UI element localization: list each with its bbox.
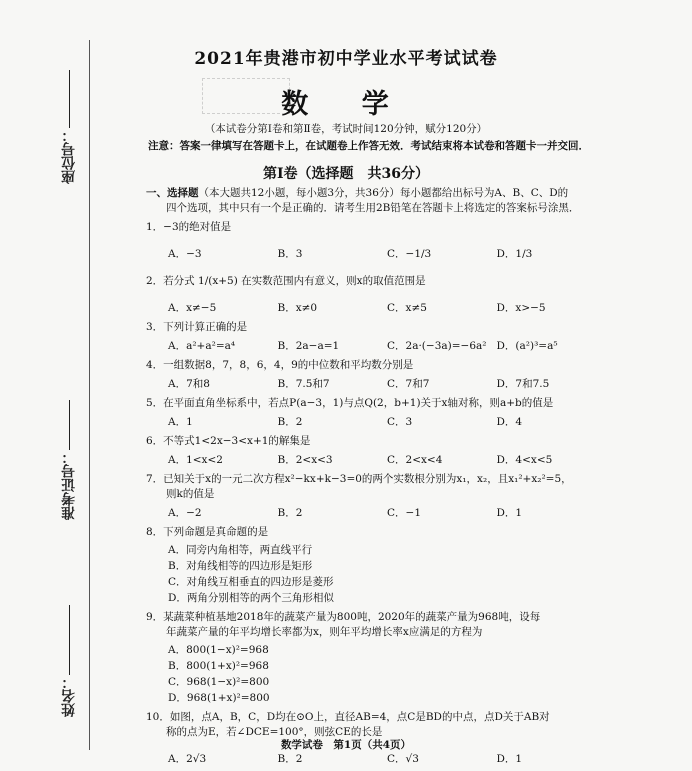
option-c: C．−1/3 (387, 248, 432, 260)
seat-label: 座位号： (61, 128, 77, 184)
part-heading: 第Ⅰ卷（选择题 共36分） (262, 166, 430, 182)
page-footer: 数学试卷 第1页（共4页） (280, 739, 412, 751)
option-row (146, 301, 606, 316)
option-b: B．2<x<3 (277, 454, 333, 466)
question-stem: 7．已知关于x的一元二次方程x²−kx+k−3=0的两个实数根分别为x₁，x₂，且x₁²+x₂²=5， (146, 473, 572, 485)
option-d: D．x>−5 (496, 302, 546, 314)
option-row (146, 377, 606, 392)
question-stem-cont: 年蔬菜产量的年平均增长率都为x，则年平均增长率x应满足的方程为 (166, 626, 483, 638)
option-b: B．对角线相等的四边形是矩形 (168, 560, 313, 572)
section-heading: 一、选择题 (146, 187, 199, 199)
option-grid (146, 642, 606, 706)
option-a: A．−3 (168, 248, 202, 260)
question-stem: 1．−3的绝对值是 (146, 221, 232, 233)
option-b: B．2 (277, 507, 303, 519)
option-d: D．4 (496, 416, 523, 428)
option-c: C．−1 (387, 507, 422, 519)
option-c: C．968(1−x)²=800 (168, 676, 270, 688)
option-b: B．2 (277, 753, 303, 765)
option-row (146, 752, 606, 767)
question-9 (146, 610, 606, 706)
option-b: B．3 (277, 248, 303, 260)
option-b: B．2 (277, 416, 303, 428)
ticket-label: 准考证号： (61, 450, 77, 520)
option-c: C．2<x<4 (387, 454, 443, 466)
option-c: C．2a·(−3a)=−6a² (387, 340, 487, 352)
name-label: 姓名： (61, 675, 77, 717)
option-c: C．3 (387, 416, 413, 428)
question-body (146, 186, 606, 767)
option-b: B．7.5和7 (277, 378, 330, 390)
question-7 (146, 472, 606, 521)
option-d: D．4<x<5 (496, 454, 553, 466)
question-stem-cont: 称的点为E，若∠DCE=100°，则弦CE的长是 (166, 726, 383, 738)
question-5 (146, 396, 606, 430)
question-2 (146, 274, 606, 316)
option-d: D．1/3 (496, 248, 533, 260)
option-c: C．对角线互相垂直的四边形是菱形 (168, 576, 334, 588)
option-a: A．同旁内角相等，两直线平行 (168, 544, 313, 556)
option-a: A．2√3 (168, 753, 207, 765)
question-stem: 3．下列计算正确的是 (146, 321, 248, 333)
option-b: B．800(1+x)²=968 (168, 660, 269, 672)
ticket-field (54, 400, 84, 520)
question-stem-cont: 则k的值是 (166, 488, 215, 500)
exam-title: 2021年贵港市初中学业水平考试试卷 (194, 49, 498, 69)
question-stem: 4．一组数据8，7，8，6，4，9的中位数和平均数分别是 (146, 359, 414, 371)
option-a: A．x≠−5 (168, 302, 217, 314)
question-stem: 6．不等式1<2x−3<x+1的解集是 (146, 435, 311, 447)
option-d: D．1 (496, 753, 523, 765)
ticket-underline (69, 400, 70, 450)
option-grid (146, 542, 606, 606)
exam-note: （本试卷分第Ⅰ卷和第Ⅱ卷，考试时间120分钟，赋分120分） (204, 123, 488, 135)
option-c: C．√3 (387, 753, 419, 765)
option-row (146, 247, 606, 262)
option-a: A．−2 (168, 507, 202, 519)
option-a: A．7和8 (168, 378, 210, 390)
option-row (146, 415, 606, 430)
option-d: D．两角分别相等的两个三角形相似 (168, 592, 334, 604)
option-row (146, 506, 606, 521)
question-4 (146, 358, 606, 392)
option-row (146, 339, 606, 354)
option-d: D．1 (496, 507, 523, 519)
question-stem: 5．在平面直角坐标系中，若点P(a−3，1)与点Q(2，b+1)关于x轴对称，则a+b的值是 (146, 397, 554, 409)
question-stem: 2．若分式 1/(x+5) 在实数范围内有意义，则x的取值范围是 (146, 275, 426, 287)
section-intro (146, 186, 606, 201)
option-a: A．1<x<2 (168, 454, 223, 466)
question-6 (146, 434, 606, 468)
question-1 (146, 220, 606, 262)
option-c: C．x≠5 (387, 302, 427, 314)
question-stem: 8．下列命题是真命题的是 (146, 526, 269, 538)
section-intro-line2: 四个选项，其中只有一个是正确的．请考生用2B铅笔在答题卡上将选定的答案标号涂黑． (166, 202, 580, 214)
option-b: B．2a−a=1 (277, 340, 340, 352)
option-row (146, 453, 606, 468)
option-a: A．1 (168, 416, 193, 428)
binding-line (89, 40, 90, 750)
option-d: D．7和7.5 (496, 378, 550, 390)
question-8 (146, 525, 606, 606)
exam-warning: 注意：答案一律填写在答题卡上，在试题卷上作答无效．考试结束将本试卷和答题卡一并交回． (148, 140, 589, 152)
option-a: A．800(1−x)²=968 (168, 644, 269, 656)
option-a: A．a²+a²=a⁴ (168, 340, 236, 352)
name-field (54, 605, 84, 717)
section-intro-text: （本大题共12小题，每小题3分，共36分）每小题都给出标号为A、B、C、D的 (198, 187, 569, 199)
question-stem: 10．如图，点A，B，C，D均在⊙O上，直径AB=4，点C是BD的中点，点D关于AB对 (146, 711, 550, 723)
option-b: B．x≠0 (277, 302, 318, 314)
option-d: D．968(1+x)²=800 (168, 692, 270, 704)
option-c: C．7和7 (387, 378, 430, 390)
option-d: D．(a²)³=a⁵ (496, 340, 558, 352)
question-3 (146, 320, 606, 354)
name-underline (69, 605, 70, 675)
exam-subject: 数 学 (281, 89, 411, 120)
question-stem: 9．某蔬菜种植基地2018年的蔬菜产量为800吨，2020年的蔬菜产量为968吨，设每 (146, 611, 541, 623)
